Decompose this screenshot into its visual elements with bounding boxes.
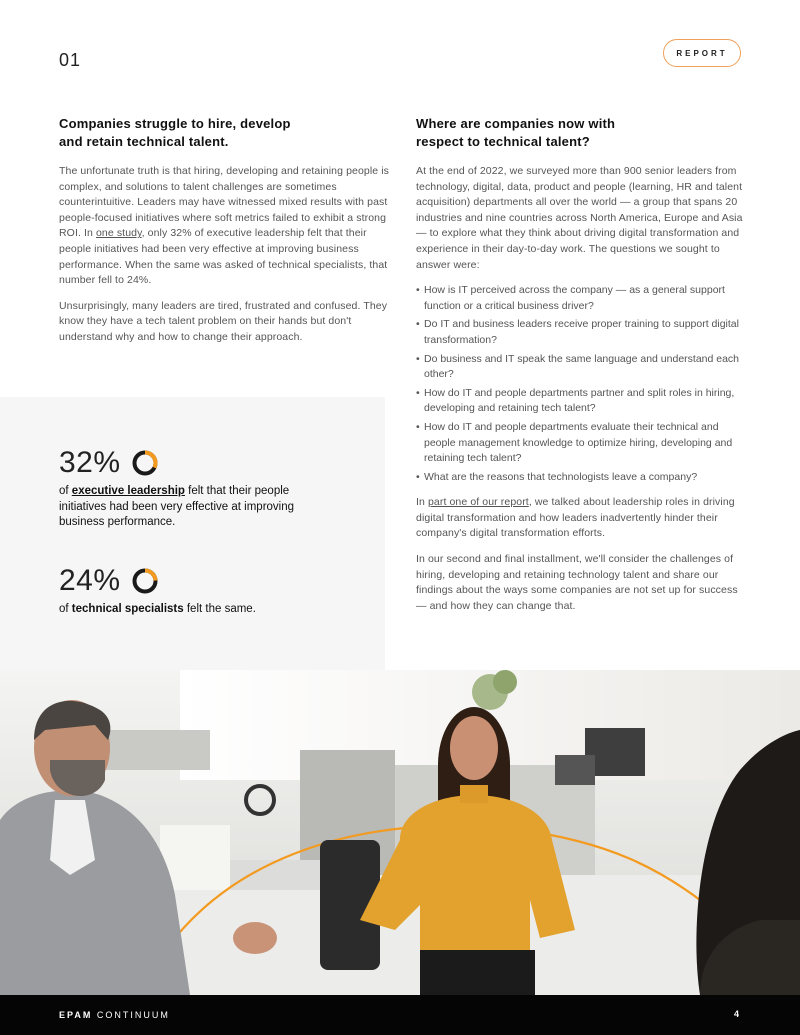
right-paragraph-2 xyxy=(416,495,746,542)
stat-executive-leadership xyxy=(59,446,319,531)
left-paragraph-2: Unsurprisingly, many leaders are tired, frustrated and confused. They know they have a tech talent problem on their hands but don't understand why and how to change their approach. xyxy=(59,299,388,343)
right-heading xyxy=(416,115,746,151)
donut-ring-icon xyxy=(131,449,159,477)
stat-technical-specialists xyxy=(59,564,319,618)
page-footer xyxy=(0,995,800,1035)
stat-prefix: of xyxy=(59,603,72,615)
technical-specialists-highlight: technical specialists xyxy=(71,603,184,615)
office-scene-illustration xyxy=(0,670,800,995)
right-column xyxy=(416,115,746,624)
one-study-link[interactable]: one study xyxy=(95,227,142,240)
left-p1-text-a: The unfortunate truth is that hiring, developing and retaining people is complex, and solutions to talent challenges are sometimes counterintuitive. Leaders may have witnessed mixed results with past people-focused initiatives where soft metrics failed to exhibit a strong ROI. In xyxy=(59,165,389,240)
right-p2-text-b: , we talked about leadership roles in driving digital transformation and how leaders inadvertently hinder their company's digital transformation efforts. xyxy=(416,496,735,540)
list-item: • Do business and IT speak the same language and understand each other? xyxy=(416,352,746,383)
page-section-number: 01 xyxy=(59,50,82,70)
office-meeting-photo xyxy=(0,670,800,995)
right-heading-line2: respect to technical talent? xyxy=(416,134,590,149)
left-paragraph-1 xyxy=(59,164,389,289)
right-p2-text-a: In xyxy=(416,496,428,509)
footer-brand-logo xyxy=(59,1010,170,1020)
list-item: • How do IT and people departments evaluate their technical and people management knowledge to optimize hiring, developing and retaining tech talent? xyxy=(416,420,746,467)
donut-ring-icon xyxy=(131,567,159,595)
right-paragraph-3: In our second and final installment, we'll consider the challenges of hiring, developing and retaining technology talent and share our findings about the ways some companies are not set up for success — and how they can change that. xyxy=(416,553,738,612)
list-item: • How is IT perceived across the company — as a general support function or a critical business driver? xyxy=(416,283,746,314)
brand-bold: EPAM xyxy=(59,1010,93,1020)
stat-value: 32% xyxy=(59,446,121,479)
stat-prefix: of xyxy=(59,485,72,497)
left-p1-text-b: , only 32% of executive leadership felt that their people initiatives had been very effective at improving business performance. When the same was asked of technical specialists, that number fell to 24%. xyxy=(59,227,388,287)
brand-rest: CONTINUUM xyxy=(92,1010,170,1020)
stat-value: 24% xyxy=(59,564,121,597)
stat-description xyxy=(59,602,319,618)
right-heading-line1: Where are companies now with xyxy=(416,116,616,131)
left-column xyxy=(59,115,389,356)
executive-leadership-link[interactable]: executive leadership xyxy=(71,485,185,497)
list-item: • How do IT and people departments partner and split roles in hiring, developing and retaining tech talent? xyxy=(416,386,746,417)
stat-suffix: felt the same. xyxy=(183,603,256,615)
report-badge: REPORT xyxy=(663,39,741,67)
stat-description xyxy=(59,484,319,531)
part-one-report-link[interactable]: part one of our report xyxy=(427,496,529,509)
left-heading-line1: Companies struggle to hire, develop xyxy=(59,116,291,131)
left-heading xyxy=(59,115,389,151)
stat-suffix: felt that their people initiatives had been very effective at improving business performance. xyxy=(59,485,295,528)
question-list xyxy=(416,283,746,485)
right-paragraph-1: At the end of 2022, we surveyed more than 900 senior leaders from technology, digital, data, product and people (learning, HR and talent acquisition) departments all over the world — a group that spans 20 industries and nine countries across North America, Europe and Asia — to explore what they think about driving digital transformation and experience in their day-to-day work. The questions we sought to answer were: xyxy=(416,165,743,271)
footer-page-number: 4 xyxy=(734,1009,740,1019)
list-item: • Do IT and business leaders receive proper training to support digital transformation? xyxy=(416,317,746,348)
list-item: • What are the reasons that technologists leave a company? xyxy=(416,470,746,486)
stat-panel xyxy=(0,397,385,670)
left-heading-line2: and retain technical talent. xyxy=(59,134,229,149)
